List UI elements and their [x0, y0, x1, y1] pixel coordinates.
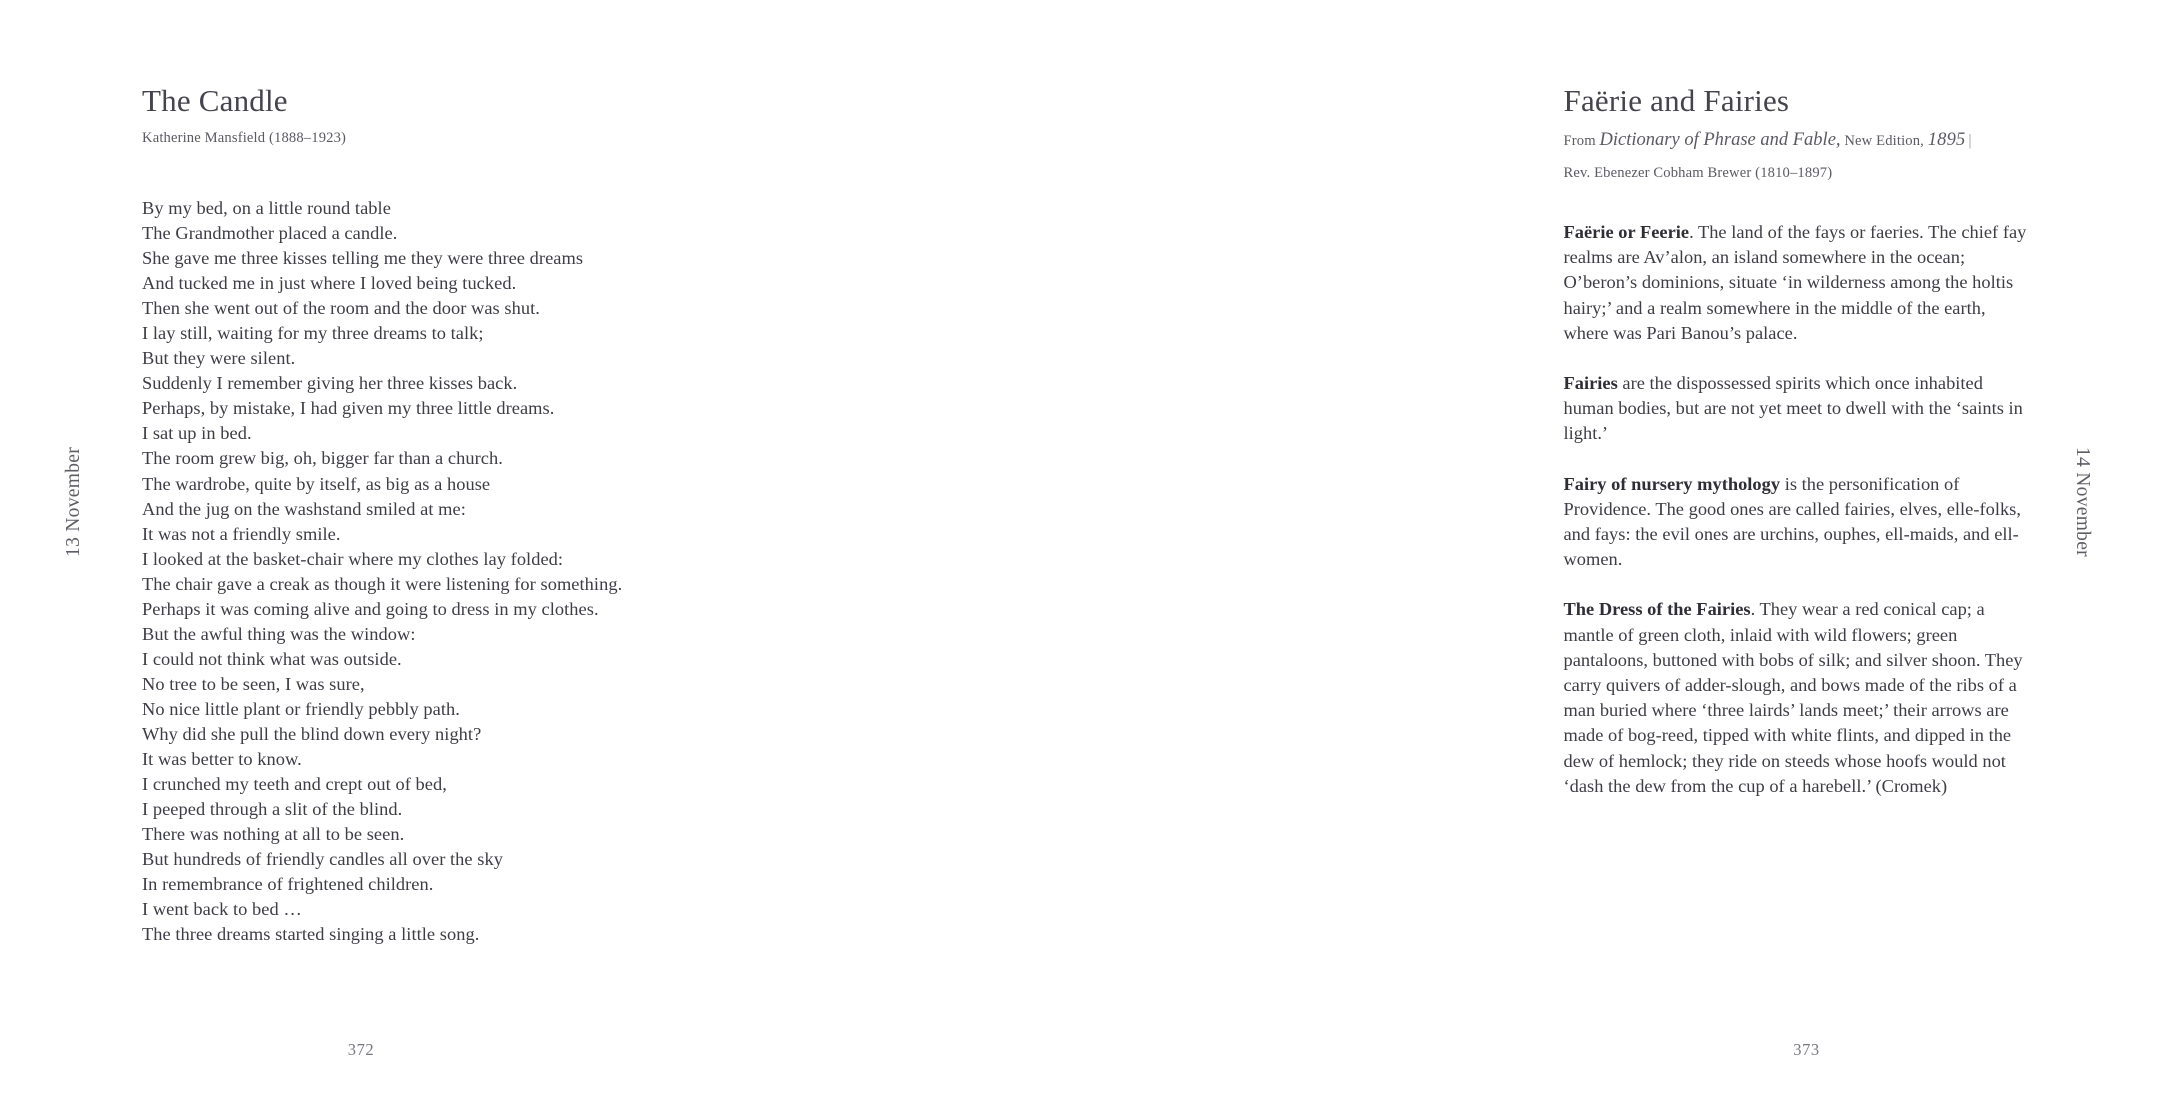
paragraph-lead-in: The Dress of the Fairies	[1563, 599, 1751, 620]
source-work: Dictionary of Phrase and Fable,	[1599, 129, 1841, 150]
poem-line: No nice little plant or friendly pebbly path.	[142, 698, 460, 719]
poem-line: It was not a friendly smile.	[142, 523, 341, 544]
poem-line: Perhaps it was coming alive and going to dress in my clothes.	[142, 598, 599, 619]
poem-line: Suddenly I remember giving her three kisses back.	[142, 373, 518, 394]
poem-line: Why did she pull the blind down every night?	[142, 723, 482, 744]
poem-line: And the jug on the washstand smiled at me:	[142, 498, 466, 519]
source-separator: |	[1968, 131, 1972, 149]
poem-line: By my bed, on a little round table	[142, 198, 391, 218]
paragraph-text: . They wear a red conical cap; a mantle of green cloth, inlaid with wild flowers; green pantaloons, buttoned with bobs of silk; and silver shoon. They carry quivers of adder-slough, and bows made of the ribs of a man buried where ‘three lairds’ lands meet;’ their arrows are made of bog-reed, tipped with white flints, and dipped in the dew of hemlock; they ride on steeds whose hoofs would not ‘dash the dew from the cup of a harebell.’ (Cromek)	[1563, 599, 2023, 796]
page-title-left: The Candle	[142, 83, 288, 118]
poem-line: I peeped through a slit of the blind.	[142, 799, 403, 820]
poem-byline: Katherine Mansfield (1888–1923)	[142, 129, 347, 146]
poem-line: I lay still, waiting for my three dreams to talk;	[142, 323, 484, 344]
source-prefix: From	[1563, 132, 1596, 149]
poem-line: And tucked me in just where I loved being tucked.	[142, 273, 517, 294]
poem-line: But the awful thing was the window:	[142, 623, 416, 644]
prose-body	[1564, 220, 2027, 799]
poem-body	[142, 196, 702, 947]
running-head-left: 13 November	[63, 447, 84, 557]
poem-line: It was better to know.	[142, 749, 302, 770]
poem-line: But they were silent.	[142, 348, 296, 369]
right-page	[723, 0, 2093, 1112]
left-page	[0, 0, 723, 1112]
poem-line: I crunched my teeth and crept out of bed,	[142, 774, 447, 795]
prose-header	[1564, 84, 2034, 185]
poem-line: In remembrance of frightened children.	[142, 874, 434, 895]
folio-right: 373	[1793, 1040, 1820, 1059]
poem-line: The chair gave a creak as though it were listening for something.	[142, 573, 623, 594]
prose-paragraph	[1564, 371, 2027, 447]
poem-line: I looked at the basket-chair where my clothes lay folded:	[142, 548, 564, 569]
prose-paragraph	[1564, 597, 2027, 799]
paragraph-text: are the dispossessed spirits which once inhabited human bodies, but are not yet meet to dwell with the ‘saints in light.’	[1563, 373, 2023, 444]
paragraph-text: . The land of the fays or faeries. The chief fay realms are Av’alon, an island somewhere in the ocean; O’beron’s dominions, situate ‘in wilderness among the holtis hairy;’ and a realm somewhere in the middle of the earth, where was Pari Banou’s palace.	[1563, 222, 2027, 343]
poem-line: The room grew big, oh, bigger far than a church.	[142, 448, 503, 469]
poem-header	[142, 84, 642, 150]
prose-paragraph	[1564, 220, 2027, 346]
source-author: Rev. Ebenezer Cobham Brewer (1810–1897)	[1563, 165, 1833, 182]
source-edition: New Edition,	[1844, 132, 1924, 149]
prose-paragraph	[1564, 472, 2027, 573]
paragraph-lead-in: Fairy of nursery mythology	[1563, 473, 1781, 494]
folio-left: 372	[347, 1040, 375, 1059]
paragraph-text: is the personification of Providence. The good ones are called fairies, elves, elle-folks, and fays: the evil ones are urchins, ouphes, ell-maids, and ell-women.	[1563, 473, 2021, 570]
poem-line: She gave me three kisses telling me they were three dreams	[142, 248, 584, 269]
page-title-right: Faërie and Fairies	[1563, 83, 1790, 118]
poem-line: No tree to be seen, I was sure,	[142, 673, 365, 694]
poem-line: I could not think what was outside.	[142, 648, 402, 669]
poem-line: Perhaps, by mistake, I had given my three little dreams.	[142, 398, 555, 419]
source-line	[1564, 127, 2034, 155]
poem-line: The Grandmother placed a candle.	[142, 223, 398, 244]
poem-line: There was nothing at all to be seen.	[142, 824, 405, 845]
paragraph-lead-in: Faërie or Feerie	[1563, 222, 1690, 242]
poem-line: I sat up in bed.	[142, 423, 252, 444]
source-year: 1895	[1927, 129, 1966, 150]
poem-line: Then she went out of the room and the door was shut.	[142, 298, 540, 319]
poem-line: I went back to bed …	[142, 899, 302, 920]
poem-line: The three dreams started singing a little song.	[142, 924, 480, 945]
poem-line: But hundreds of friendly candles all over the sky	[142, 849, 503, 870]
poem-line: The wardrobe, quite by itself, as big as a house	[142, 473, 491, 494]
running-head-right: 14 November	[2071, 447, 2093, 557]
paragraph-lead-in: Fairies	[1563, 373, 1618, 394]
